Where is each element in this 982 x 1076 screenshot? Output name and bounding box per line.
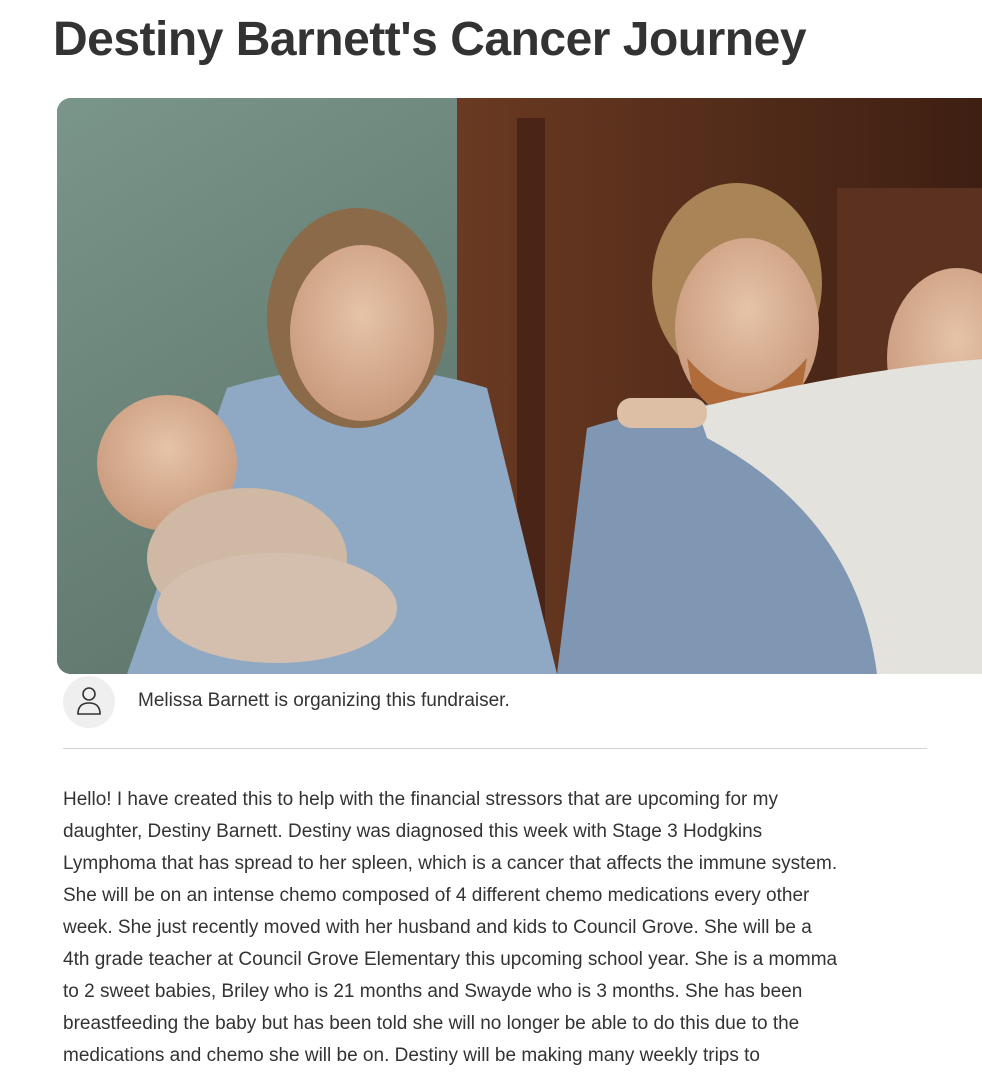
page-title: Destiny Barnett's Cancer Journey [53, 13, 807, 66]
divider [63, 748, 927, 749]
story-line: medications and chemo she will be on. Destiny will be making many weekly trips to [63, 1045, 760, 1066]
story-line: She will be on an intense chemo composed of 4 different chemo medications every other [63, 885, 810, 906]
story-line: Lymphoma that has spread to her spleen, which is a cancer that affects the immune system. [63, 853, 838, 874]
story-line: daughter, Destiny Barnett. Destiny was diagnosed this week with Stage 3 Hodgkins [63, 821, 763, 842]
organizer-text: Melissa Barnett is organizing this fundraiser. [138, 690, 510, 711]
story-line: Hello! I have created this to help with the financial stressors that are upcoming for my [63, 789, 778, 810]
story-line: week. She just recently moved with her husband and kids to Council Grove. She will be a [63, 917, 812, 938]
user-icon [76, 686, 102, 716]
story-line: 4th grade teacher at Council Grove Elementary this upcoming school year. She is a momma [63, 949, 838, 970]
story-text [63, 784, 933, 1072]
avatar [63, 676, 115, 728]
hero-photo[interactable] [57, 98, 982, 674]
story-line: breastfeeding the baby but has been told she will no longer be able to do this due to the [63, 1013, 800, 1034]
organizer-row [63, 676, 927, 726]
story-line: to 2 sweet babies, Briley who is 21 months and Swayde who is 3 months. She has been [63, 981, 803, 1002]
family-photo [57, 98, 982, 674]
